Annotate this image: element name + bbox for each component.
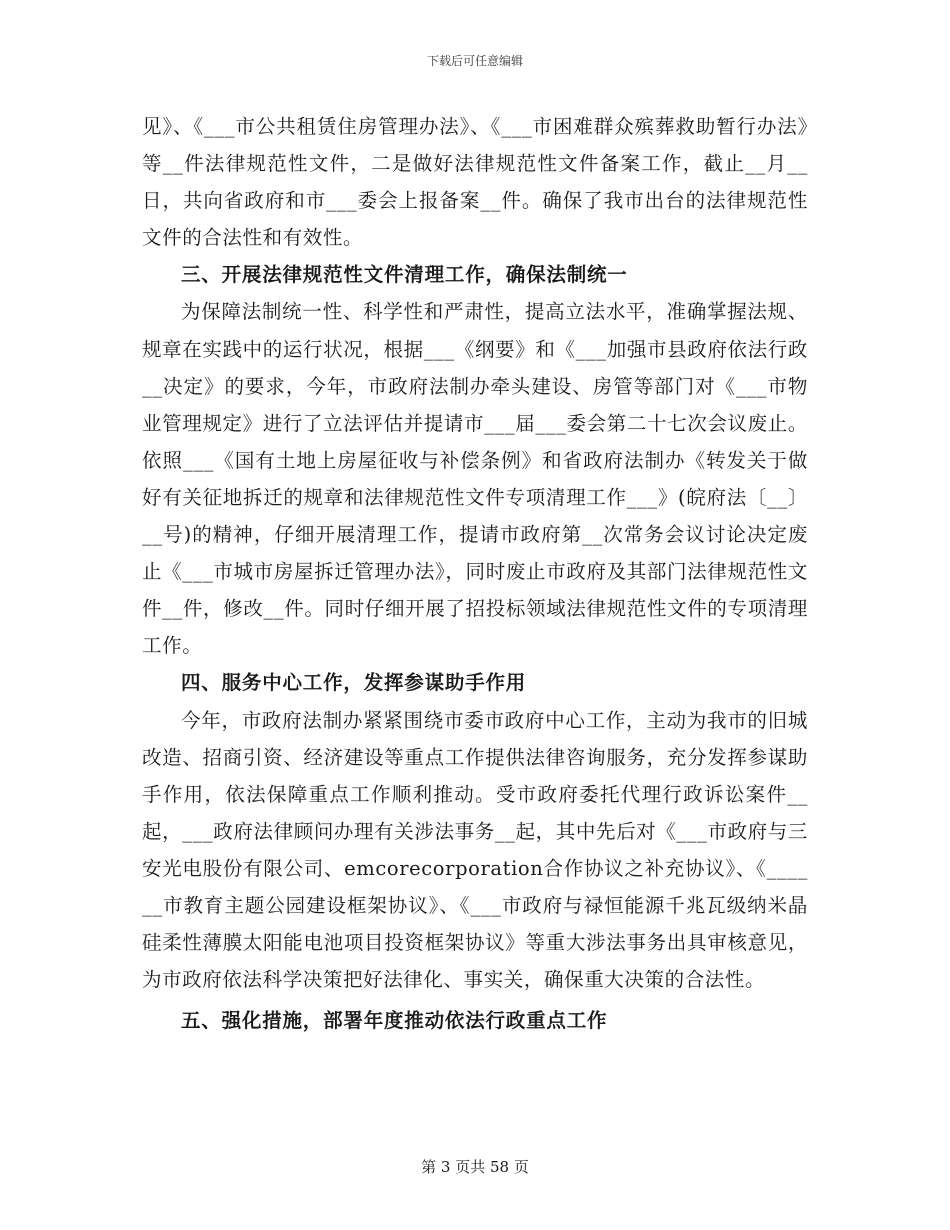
paragraph-cleanup: 为保障法制统一性、科学性和严肃性，提高立法水平，准确掌握法规、规章在实践中的运行状况，根据___《纲要》和《___加强市县政府依法行政__决定》的要求，今年，市政府法制办牵头建设、房管等部门对《___市物业管理规定》进行了立法评估并提请市___届___委会第二十七次会议废止。依照___《国有土地上房屋征收与补偿条例》和省政府法制办《转发关于做好有关征地拆迁的规章和法律规范性文件专项清理工作___》(皖府法〔__〕__号)的精神，仔细开展清理工作，提请市政府第__次常务会议讨论决定废止《___市城市房屋拆迁管理办法》，同时废止市政府及其部门法律规范性文件__件，修改__件。同时仔细开展了招投标领域法律规范性文件的专项清理工作。 (142, 300, 808, 658)
document-body (142, 108, 808, 1039)
page-footer: 第 3 页共 58 页 (421, 1158, 529, 1176)
paragraph-continued: 见》、《___市公共租赁住房管理办法》、《___市困难群众殡葬救助暂行办法》等__件法律规范性文件，二是做好法律规范性文件备案工作，截止__月__日，共向省政府和市___委会上报备案__件。确保了我市出台的法律规范性文件的合法性和有效性。 (142, 115, 808, 250)
page-header: 下载后可任意编辑 (426, 54, 523, 68)
section-heading-3: 三、开展法律规范性文件清理工作，确保法制统一 (181, 263, 628, 287)
section-heading-4: 四、服务中心工作，发挥参谋助手作用 (181, 671, 527, 695)
paragraph-service: 今年，市政府法制办紧紧围绕市委市政府中心工作，主动为我市的旧城改造、招商引资、经济建设等重点工作提供法律咨询服务，充分发挥参谋助手作用，依法保障重点工作顺利推动。受市政府委托代理行政诉讼案件__起，___政府法律顾问办理有关涉法事务__起，其中先后对《___市政府与三安光电股份有限公司、emcorecorporation合作协议之补充协议》、《______市教育主题公园建设框架协议》、《___市政府与禄恒能源千兆瓦级纳米晶硅柔性薄膜太阳能电池项目投资框架协议》等重大涉法事务出具审核意见，为市政府依法科学决策把好法律化、事实关，确保重大决策的合法性。 (142, 708, 808, 992)
section-heading-5: 五、强化措施，部署年度推动依法行政重点工作 (181, 1009, 608, 1033)
